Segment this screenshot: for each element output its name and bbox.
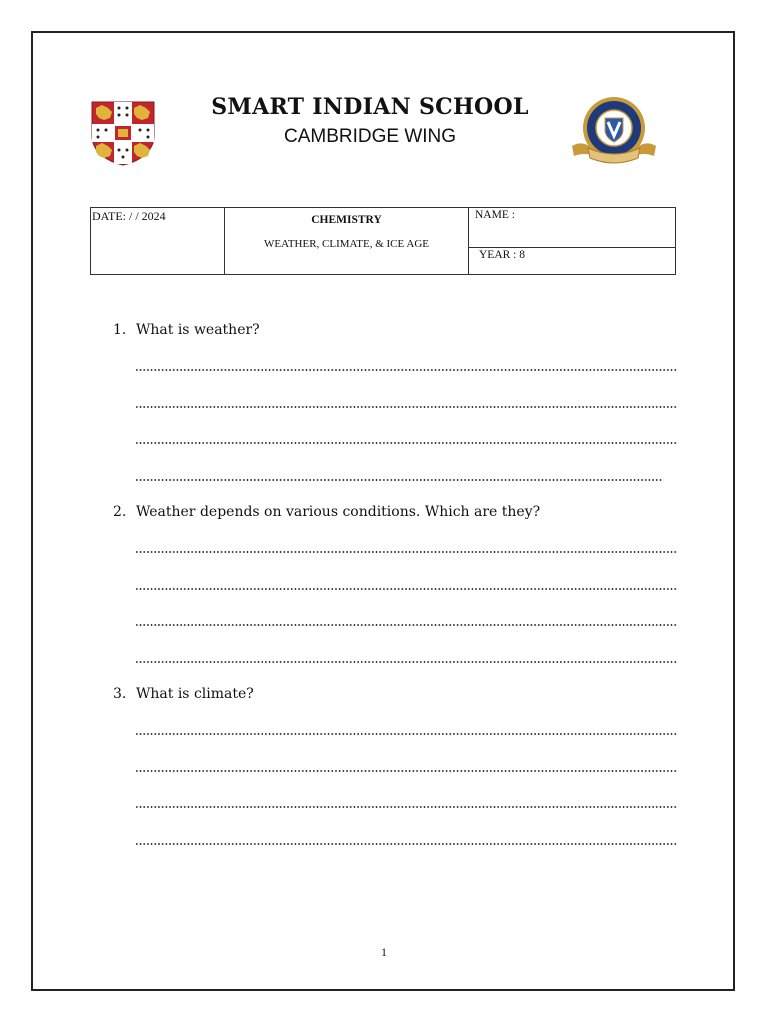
answer-line[interactable] xyxy=(135,479,662,481)
subject-cell xyxy=(225,208,469,275)
subject-name: CHEMISTRY xyxy=(311,214,382,226)
page-number: 1 xyxy=(381,945,387,959)
date-cell[interactable] xyxy=(91,208,225,275)
question-3 xyxy=(113,686,254,702)
question-2 xyxy=(113,504,540,520)
answer-line[interactable] xyxy=(135,624,677,626)
question-number: 2. xyxy=(113,504,127,520)
answer-line[interactable] xyxy=(135,770,677,772)
university-crest-icon xyxy=(90,100,156,166)
name-cell[interactable] xyxy=(469,208,676,248)
question-1 xyxy=(113,322,260,338)
answer-line[interactable] xyxy=(135,733,677,735)
question-number: 3. xyxy=(113,686,127,702)
question-text: Weather depends on various conditions. Which are they? xyxy=(136,504,541,520)
answer-line[interactable] xyxy=(135,806,677,808)
date-label: DATE: / / 2024 xyxy=(92,209,166,223)
answer-line[interactable] xyxy=(135,369,677,371)
school-wing: CAMBRIDGE WING xyxy=(283,126,457,147)
name-label: NAME : xyxy=(475,209,515,221)
school-emblem-icon xyxy=(570,94,658,166)
answer-line[interactable] xyxy=(135,442,677,444)
answer-line[interactable] xyxy=(135,588,677,590)
school-name: SMART INDIAN SCHOOL xyxy=(211,94,529,120)
question-number: 1. xyxy=(113,322,127,338)
year-label: YEAR : 8 xyxy=(479,249,525,261)
question-text: What is weather? xyxy=(136,322,260,338)
answer-line[interactable] xyxy=(135,661,677,663)
answer-line[interactable] xyxy=(135,843,677,845)
year-cell xyxy=(469,248,676,275)
answer-line[interactable] xyxy=(135,406,677,408)
answer-line[interactable] xyxy=(135,551,677,553)
info-table xyxy=(90,207,676,275)
subject-topic: WEATHER, CLIMATE, & ICE AGE xyxy=(264,238,429,250)
question-text: What is climate? xyxy=(136,686,254,702)
